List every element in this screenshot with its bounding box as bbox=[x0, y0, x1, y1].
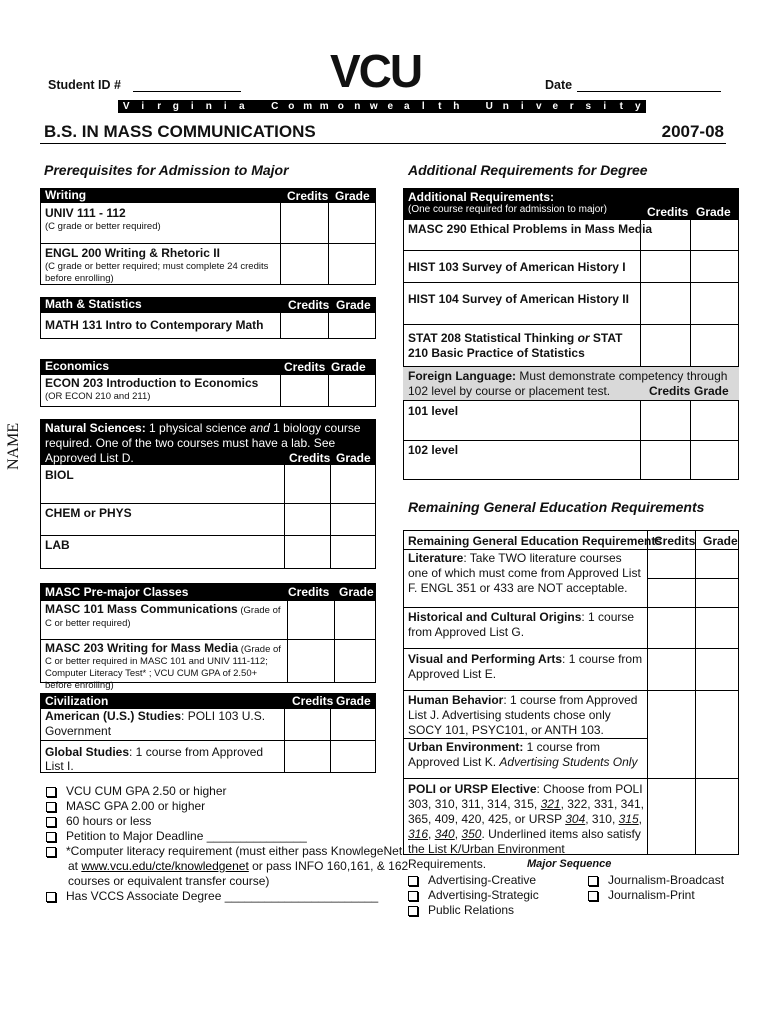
masc-101: MASC 101 Mass Communications bbox=[45, 602, 238, 616]
university-letter: i bbox=[603, 101, 607, 112]
check-petition[interactable] bbox=[46, 829, 307, 844]
check-masc-gpa[interactable] bbox=[46, 799, 205, 814]
university-letter: n bbox=[502, 101, 509, 112]
university-letter: s bbox=[585, 101, 592, 112]
university-letter: n bbox=[205, 101, 212, 112]
lit-text: : Take TWO literature courses one of which must come from Approved List F. ENGL 351 or 433 are NOT acceptable. bbox=[408, 551, 641, 595]
university-letter: a bbox=[238, 101, 245, 112]
university-letter: v bbox=[535, 101, 542, 112]
urb-italic: Advertising Students Only bbox=[499, 755, 638, 769]
language-credits-label: Credits bbox=[649, 384, 691, 398]
civ-american-label: American (U.S.) Studies bbox=[45, 709, 182, 723]
check-computer-line2 bbox=[68, 859, 408, 874]
econ-course: ECON 203 Introduction to Economics bbox=[45, 376, 259, 390]
hist-text: : 1 course from Approved List G. bbox=[408, 610, 635, 639]
natsci-grade-label: Grade bbox=[336, 451, 371, 465]
seq-public-relations[interactable]: Public Relations bbox=[408, 903, 514, 918]
lang-102: 102 level bbox=[408, 443, 459, 457]
gen-hum bbox=[408, 693, 644, 738]
check-masc-gpa-label: MASC GPA 2.00 or higher bbox=[66, 799, 206, 813]
check-vccs-label: Has VCCS Associate Degree _______________________ bbox=[66, 889, 379, 903]
language-text: Must demonstrate competency through 102 level by course or placement test. bbox=[408, 369, 728, 398]
language-label: Foreign Language: bbox=[408, 369, 516, 383]
natsci-text2: 1 biology course required. One of the two courses must have a lab. See Approved List D. bbox=[45, 421, 361, 465]
university-letter: g bbox=[172, 101, 179, 112]
engl-note: (C grade or better required; must complete 24 credits before enrolling) bbox=[45, 261, 269, 284]
poli-label: POLI or URSP Elective bbox=[408, 782, 537, 796]
natsci-and: and bbox=[249, 421, 270, 435]
stat-or: or bbox=[577, 331, 590, 345]
seq-journalism-broadcast[interactable]: Journalism-Broadcast bbox=[588, 873, 724, 888]
civ-credits-label: Credits bbox=[292, 694, 334, 708]
gen-vis bbox=[408, 652, 644, 682]
course-hist-103: HIST 103 Survey of American History I bbox=[408, 260, 626, 274]
course-masc-290: MASC 290 Ethical Problems in Mass Media bbox=[408, 222, 653, 236]
hum-text: : 1 course from Approved List J. Advertising students chose only SOCY 101, PSYC101, or ANTH 103. bbox=[408, 693, 638, 737]
seq-adv-strategic[interactable]: Advertising-Strategic bbox=[408, 888, 539, 903]
checkbox-icon[interactable] bbox=[588, 891, 598, 901]
university-letter: m bbox=[319, 101, 329, 112]
vcu-logo: VCU bbox=[330, 45, 422, 97]
additional-heading: Additional Requirements for Degree bbox=[408, 162, 648, 178]
checkbox-icon[interactable] bbox=[46, 817, 56, 827]
university-letter: w bbox=[369, 101, 378, 112]
check-computer-line3: courses or equivalent transfer course) bbox=[68, 874, 270, 888]
knowledgenet-link[interactable]: www.vcu.edu/cte/knowledgenet bbox=[81, 859, 249, 873]
check-link-post: or pass INFO 160,161, & 162 bbox=[248, 859, 409, 873]
hist-label: Historical and Cultural Origins bbox=[408, 610, 582, 624]
econ-header: Economics bbox=[40, 359, 376, 375]
math-grade-label: Grade bbox=[336, 298, 371, 312]
checkbox-icon[interactable] bbox=[408, 876, 418, 886]
gen-hist bbox=[408, 610, 644, 640]
university-letter: U bbox=[485, 101, 493, 112]
masc-101-note: (Grade of C or better required) bbox=[45, 605, 281, 629]
university-letter: l bbox=[421, 101, 425, 112]
seq-journalism-print[interactable]: Journalism-Print bbox=[588, 888, 695, 903]
check-hours-label: 60 hours or less bbox=[66, 814, 152, 828]
univ-note: (C grade or better required) bbox=[45, 221, 161, 232]
student-id-label: Student ID # bbox=[48, 78, 121, 92]
natsci-row-chem: CHEM or PHYS bbox=[45, 506, 132, 520]
additional-grade-label: Grade bbox=[696, 205, 731, 219]
university-letter: e bbox=[387, 101, 394, 112]
check-petition-label: Petition to Major Deadline _______________ bbox=[66, 829, 307, 843]
gen-ed-heading: Remaining General Education Requirements bbox=[408, 499, 705, 515]
stat-a: STAT 208 Statistical Thinking bbox=[408, 331, 578, 345]
gen-urb bbox=[408, 740, 644, 770]
vis-text: : 1 course from Approved List E. bbox=[408, 652, 643, 681]
writing-grade-label: Grade bbox=[335, 189, 370, 203]
seq-adv-creative[interactable]: Advertising-Creative bbox=[408, 873, 536, 888]
checkbox-icon[interactable] bbox=[46, 847, 56, 857]
check-computer-label: *Computer literacy requirement (must either pass KnowlegeNet bbox=[66, 844, 403, 858]
math-credits-label: Credits bbox=[288, 298, 330, 312]
checkbox-icon[interactable] bbox=[588, 876, 598, 886]
natsci-row-biol: BIOL bbox=[45, 468, 74, 482]
urb-label: Urban Environment: bbox=[408, 740, 524, 754]
student-id-field[interactable] bbox=[133, 91, 241, 92]
university-letter: i bbox=[223, 101, 227, 112]
writing-header: Writing bbox=[40, 188, 280, 203]
econ-grade-label: Grade bbox=[331, 360, 366, 374]
natsci-label: Natural Sciences: bbox=[45, 421, 146, 435]
university-letter: i bbox=[520, 101, 524, 112]
check-computer[interactable] bbox=[46, 844, 402, 859]
date-field[interactable] bbox=[577, 91, 721, 92]
checkbox-icon[interactable] bbox=[46, 802, 56, 812]
university-letter: t bbox=[619, 101, 623, 112]
university-letter: i bbox=[141, 101, 145, 112]
civ-grade-label: Grade bbox=[336, 694, 371, 708]
title-rule bbox=[40, 143, 726, 144]
university-letter: o bbox=[337, 101, 344, 112]
natsci-row-lab: LAB bbox=[45, 538, 70, 552]
university-letter: C bbox=[271, 101, 279, 112]
university-letter: h bbox=[453, 101, 460, 112]
civ-global-label: Global Studies bbox=[45, 745, 130, 759]
civ-american bbox=[45, 709, 281, 739]
check-hours[interactable] bbox=[46, 814, 151, 829]
masc-203-note: (Grade of C or better required in MASC 101 and UNIV 111-112; Computer Literacy Test* ; VCU CUM GPA of 2.50+ before enrolling) bbox=[45, 644, 281, 691]
masc-203-cell bbox=[45, 642, 283, 692]
page-title: B.S. IN MASS COMMUNICATIONS bbox=[44, 122, 316, 141]
name-label: NAME bbox=[5, 422, 22, 470]
academic-year: 2007-08 bbox=[661, 122, 724, 141]
vis-label: Visual and Performing Arts bbox=[408, 652, 563, 666]
masc-credits-label: Credits bbox=[288, 585, 330, 599]
university-letter: y bbox=[634, 101, 641, 112]
university-letter: m bbox=[303, 101, 313, 112]
checkbox-icon[interactable] bbox=[408, 906, 418, 916]
hum-label: Human Behavior bbox=[408, 693, 504, 707]
stat-b: STAT 210 Basic Practice of Statistics bbox=[408, 331, 623, 360]
university-letter: r bbox=[569, 101, 574, 112]
gen-ed-title: Remaining General Education Requirements bbox=[408, 534, 663, 548]
econ-credits-label: Credits bbox=[284, 360, 326, 374]
math-course: MATH 131 Intro to Contemporary Math bbox=[45, 318, 264, 332]
gen-ed-credits-label: Credits bbox=[654, 534, 696, 548]
prereq-heading: Prerequisites for Admission to Major bbox=[44, 162, 289, 178]
checkbox-icon[interactable] bbox=[46, 832, 56, 842]
university-letter: V bbox=[122, 101, 130, 112]
checkbox-icon[interactable] bbox=[46, 892, 56, 902]
university-letter: i bbox=[190, 101, 194, 112]
university-letter: r bbox=[157, 101, 162, 112]
course-hist-104: HIST 104 Survey of American History II bbox=[408, 292, 629, 306]
language-grade-label: Grade bbox=[694, 384, 729, 398]
check-gpa[interactable] bbox=[46, 784, 227, 799]
date-label: Date bbox=[545, 78, 573, 92]
lang-101: 101 level bbox=[408, 404, 459, 418]
additional-header bbox=[403, 188, 739, 220]
university-letter: o bbox=[288, 101, 295, 112]
university-name-bar bbox=[118, 100, 646, 113]
masc-header: MASC Pre-major Classes bbox=[40, 583, 376, 601]
university-letter: n bbox=[354, 101, 361, 112]
natsci-text1: 1 physical science bbox=[145, 421, 250, 435]
natsci-credits-label: Credits bbox=[289, 451, 331, 465]
civ-global bbox=[45, 745, 285, 773]
check-vccs[interactable] bbox=[46, 889, 378, 904]
civ-header: Civilization bbox=[40, 693, 376, 709]
additional-credits-label: Credits bbox=[647, 205, 689, 219]
checkbox-icon[interactable] bbox=[46, 787, 56, 797]
masc-grade-label: Grade bbox=[339, 585, 374, 599]
course-stat bbox=[408, 331, 636, 361]
masc-101-cell bbox=[45, 603, 283, 630]
gen-poli: POLI or URSP Elective: Choose from POLI 303, 310, 311, 314, 315, 321, 322, 331, 341, 365, 409, 420, 425, or URSP 304, 310, 315, 316, 340, 350. Underlined items also satisfy the List K/Urban Environment Requirements. bbox=[408, 782, 644, 871]
check-link-pre: at bbox=[68, 859, 82, 873]
check-gpa-label: VCU CUM GPA 2.50 or higher bbox=[66, 784, 227, 798]
major-sequence-title: Major Sequence bbox=[527, 858, 612, 870]
additional-title: Additional Requirements: bbox=[408, 190, 555, 204]
gen-lit bbox=[408, 551, 644, 596]
checkbox-icon[interactable] bbox=[408, 891, 418, 901]
civ-american-text: : POLI 103 U.S. Government bbox=[45, 709, 266, 738]
econ-note: (OR ECON 210 and 211) bbox=[45, 391, 151, 402]
masc-203: MASC 203 Writing for Mass Media bbox=[45, 641, 239, 655]
engl-course: ENGL 200 Writing & Rhetoric II bbox=[45, 246, 220, 260]
additional-note: (One course required for admission to major) bbox=[408, 204, 607, 215]
civ-global-text: : 1 course from Approved List I. bbox=[45, 745, 264, 773]
university-letter: t bbox=[438, 101, 442, 112]
gen-ed-grade-label: Grade bbox=[703, 534, 738, 548]
urb-text: 1 course from Approved List K. bbox=[408, 740, 601, 769]
math-header: Math & Statistics bbox=[40, 297, 376, 313]
lit-label: Literature bbox=[408, 551, 464, 565]
university-letter: e bbox=[552, 101, 559, 112]
writing-credits-label: Credits bbox=[287, 189, 329, 203]
univ-course: UNIV 111 - 112 bbox=[45, 206, 126, 220]
university-letter: a bbox=[403, 101, 410, 112]
